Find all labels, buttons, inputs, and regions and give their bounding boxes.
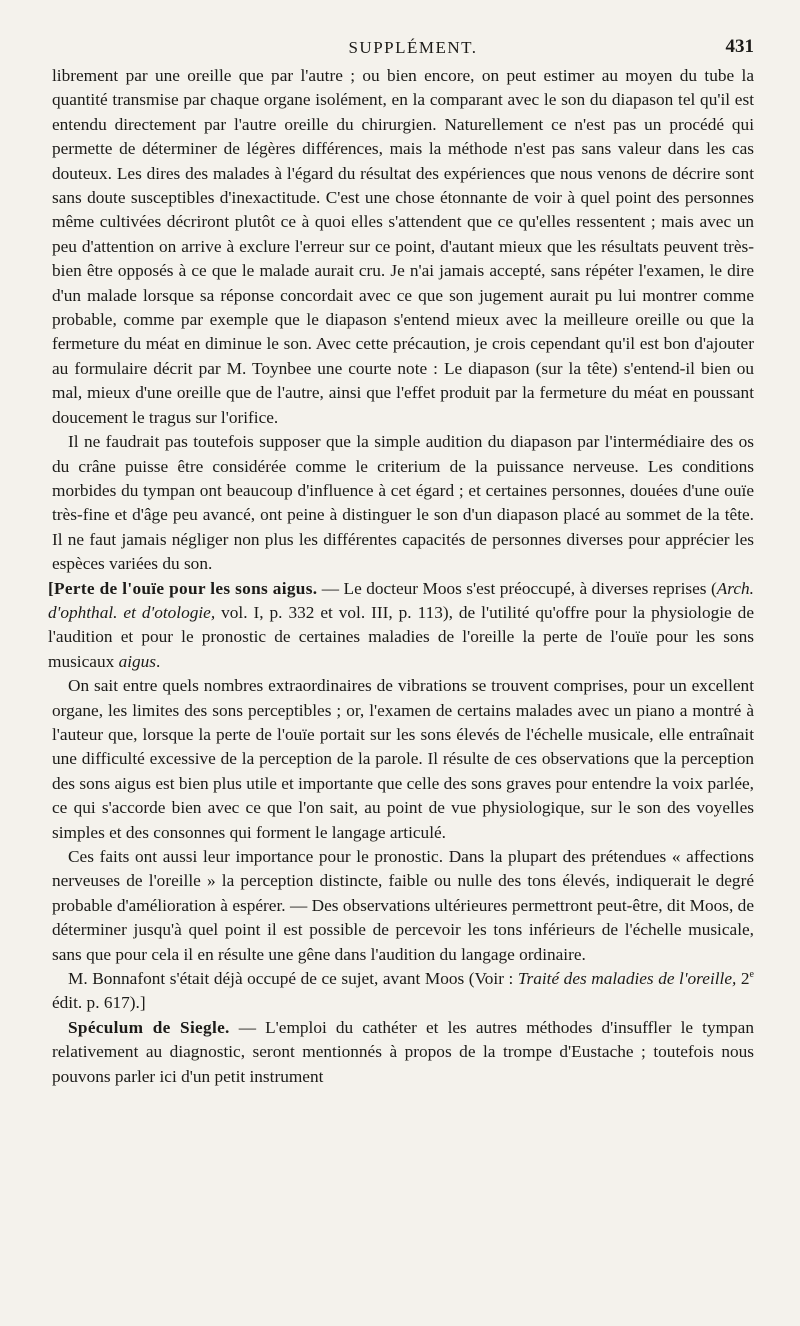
text-run: — Le docteur Moos s'est préoccupé, à diverses reprises ( [317, 578, 717, 598]
text-run: 2 [736, 969, 750, 989]
text-run: — L'emploi du cathéter et les autres méthodes d'insuffler le tympan relativement au diagnostic, seront mentionnés à propos de la trompe d'Eustache ; toutefois nous pouvons parler ici d'un petit instrument [52, 1017, 754, 1086]
paragraph-speculum [52, 1016, 754, 1089]
paragraph-pronostic: Ces faits ont aussi leur importance pour le pronostic. Dans la plupart des prétendues « affections nerveuses de l'oreille » la perception distincte, faible ou nulle des tons élevés, indiquerait le degré probable d'amélioration à espérer. — Des observations ultérieures permettront peut-être, dit Moos, de déterminer jusqu'à quel point il est possible de percevoir les tons inférieurs de l'échelle musicale, sans que pour cela il en résulte une gêne dans l'audition du langage ordinaire. [52, 847, 754, 964]
text-run: vol. I, p. 332 et vol. III, p. 113), de l'utilité qu'offre pour la physiologie de l'audition et pour le pronostic de certaines maladies de l'oreille la perte de l'ouïe pour les sons musicaux [48, 602, 754, 671]
page-number: 431 [725, 36, 754, 57]
page-header [52, 30, 754, 64]
section-heading-speculum: Spéculum de Siegle. [68, 1017, 230, 1037]
paragraph-bonnafont [52, 967, 754, 1016]
paragraph-diapason: Il ne faudrait pas toutefois supposer que la simple audition du diapason par l'intermédiaire des os du crâne puisse être considérée comme le criterium de la puissance nerveuse. Les conditions morbides du tympan ont beaucoup d'influence à cet égard ; et certaines personnes, douées d'une ouïe très-fine et d'âge peu avancé, ont peine à distinguer le son d'un diapason placé au sommet de la tête. Il ne faut jamais négliger non plus les différentes capacités de personnes diverses pour apprécier les espèces variées du son. [52, 432, 754, 574]
text-run: M. Bonnafont s'était déjà occupé de ce sujet, avant Moos (Voir : [68, 969, 518, 989]
text-run: . [156, 651, 161, 671]
section-heading-perte-ouie: [Perte de l'ouïe pour les sons aigus. [48, 578, 318, 598]
paragraph-continued: librement par une oreille que par l'autre ; ou bien encore, on peut estimer au moyen du tube la quantité transmise par chaque organe isolément, en la comparant avec le son du diapason tel qu'il est entendu directement par l'autre oreille du chirurgien. Naturellement ce n'est pas un procédé qui permette de déterminer de légères différences, mais la méthode n'est pas sans valeur dans les cas douteux. Les dires des malades à l'égard du résultat des expériences que nous venons de décrire sont sans doute susceptibles d'inexactitude. C'est une chose étonnante de voir à quel point des personnes même cultivées décriront plutôt ce à quoi elles s'attendent que ce qu'elles ressentent ; mais avec un peu d'attention on arrive à exclure l'erreur sur ce point, d'autant mieux que les résultats peuvent très-bien être opposés à ce que le malade aurait cru. Je n'ai jamais accepté, sans répéter l'examen, le dire d'un malade lorsque sa réponse concordait avec ce que son jugement aurait pu lui montrer comme probable, comme par exemple que le diapason s'entend mieux avec la meilleure oreille ou que la fermeture du méat en diminue le son. Avec cette précaution, je crois cependant qu'il est bon d'ajouter au formulaire décrit par M. Toynbee une courte note : Le diapason (sur la tête) s'entend-il bien ou mal, mieux d'une oreille que de l'autre, ainsi que l'effet produit par la fermeture du méat en poussant doucement le tragus sur l'orifice. [52, 66, 754, 427]
citation-title: Arch. d'ophthal. et d'otologie, [48, 578, 754, 622]
paragraph-vibrations: On sait entre quels nombres extraordinaires de vibrations se trouvent comprises, pour un excellent organe, les limites des sons perceptibles ; or, l'examen de certains malades avec un piano a montré à l'auteur que, lorsque la perte de l'ouïe portait sur les sons élevés de l'échelle musicale, elle entraînait une difficulté excessive de la perception de la parole. Il résulte de ces observations que la perception des sons aigus est bien plus utile et importante que celle des sons graves pour entendre la voix parlée, ce qui s'accorde bien avec ce que l'on sait, au point de vue physiologique, sur le son des voyelles simples et des consonnes qui forment le langage articulé. [52, 676, 754, 842]
text-run: édit. p. 617).] [52, 993, 146, 1013]
body-text [48, 64, 754, 1089]
superscript: e [749, 969, 754, 981]
citation-title: Traité des maladies de l'oreille, [517, 969, 737, 989]
emphasis: aigus [118, 651, 157, 671]
running-title: SUPPLÉMENT. [348, 38, 478, 57]
paragraph-perte-ouie [48, 577, 754, 675]
